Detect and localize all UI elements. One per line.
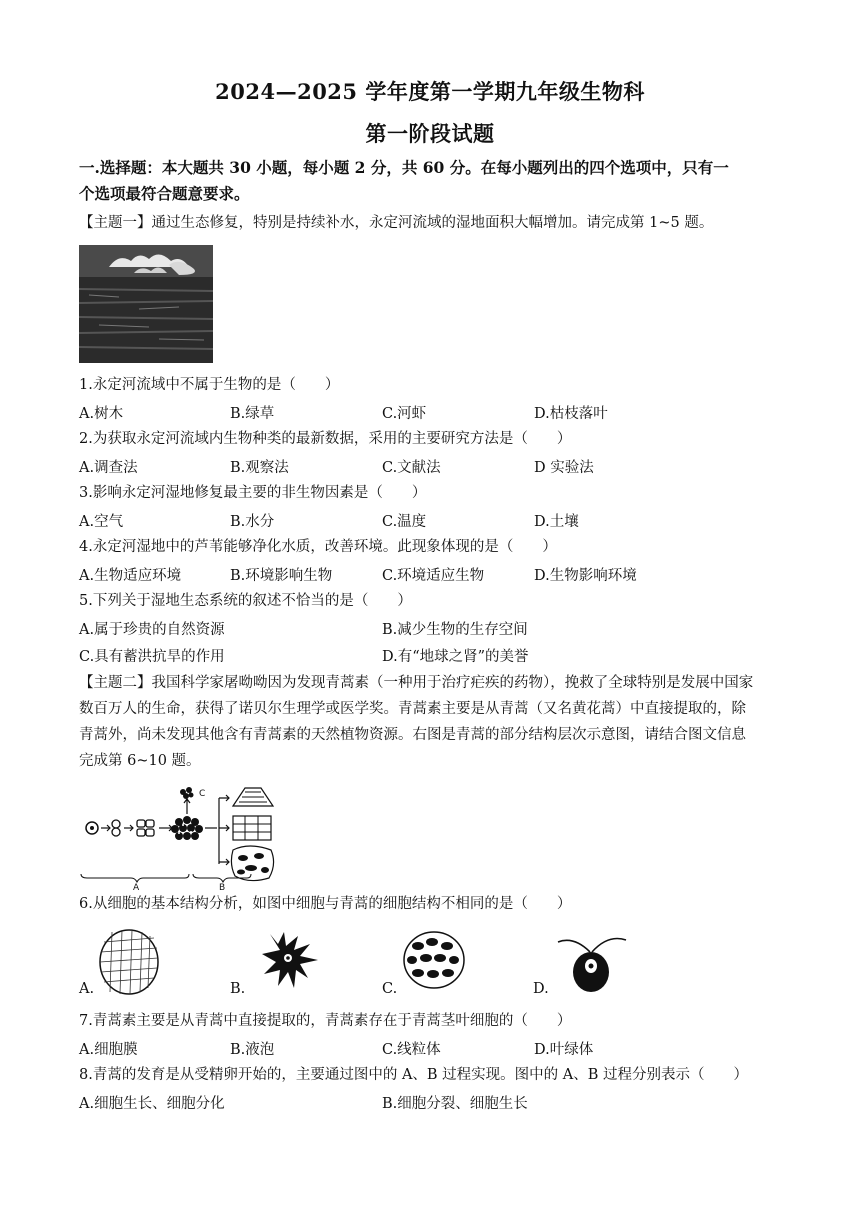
q2-stem: 2.为获取永定河流域内生物种类的最新数据，采用的主要研究方法是（ ） — [79, 431, 572, 447]
diagram-label-c: C — [199, 789, 206, 799]
q5-options-row2 — [79, 645, 779, 665]
theme2-line3: 青蒿外，尚未发现其他含有青蒿素的天然植物资源。右图是青蒿的部分结构层次示意图，请结合图文信息 — [79, 727, 746, 743]
q7-option-c[interactable]: C.线粒体 — [382, 1042, 441, 1058]
q7-option-a[interactable]: A.细胞膜 — [79, 1042, 138, 1058]
q3-option-c[interactable]: C.温度 — [382, 514, 427, 530]
exam-subtitle: 第一阶段试题 — [365, 121, 495, 146]
theme2-line1: 【主题二】我国科学家屠呦呦因为发现青蒿素（一种用于治疗疟疾的药物），挽救了全球特别是发展中国家 — [79, 675, 754, 691]
q3-option-d[interactable]: D.土壤 — [534, 514, 579, 530]
q6-option-a[interactable]: A. — [79, 981, 95, 997]
q2-option-b[interactable]: B.观察法 — [230, 460, 289, 476]
q2-option-a[interactable]: A.调查法 — [79, 460, 138, 476]
q5-stem: 5.下列关于湿地生态系统的叙述不恰当的是（ ） — [79, 593, 412, 609]
q1-options — [79, 402, 779, 422]
q2-option-c[interactable]: C.文献法 — [382, 460, 441, 476]
q6-option-d[interactable]: D. — [533, 981, 549, 997]
q6-neuron-image — [258, 930, 324, 994]
section-instructions-line2: 个选项最符合题意要求。 — [79, 184, 250, 203]
diagram-label-b: B — [219, 883, 226, 890]
q3-stem: 3.影响永定河湿地修复最主要的非生物因素是（ ） — [79, 485, 427, 501]
q6-option-b-wrap — [230, 981, 250, 1001]
q5-options-row1 — [79, 618, 779, 638]
q7-option-b[interactable]: B.液泡 — [230, 1042, 275, 1058]
q6-option-c-wrap — [382, 981, 402, 1001]
q5-option-d[interactable]: D.有“地球之肾”的美誉 — [382, 649, 529, 665]
q1-option-d[interactable]: D.枯枝落叶 — [534, 406, 608, 422]
q6-chlamydomonas-image — [552, 930, 630, 994]
q2-option-d[interactable]: D 实验法 — [534, 460, 594, 476]
q6-option-d-wrap — [533, 981, 553, 1001]
q4-option-b[interactable]: B.环境影响生物 — [230, 568, 333, 584]
q5-option-c[interactable]: C.具有蓄洪抗旱的作用 — [79, 649, 225, 665]
q4-option-a[interactable]: A.生物适应环境 — [79, 568, 182, 584]
q4-options — [79, 564, 779, 584]
q5-option-b[interactable]: B.减少生物的生存空间 — [382, 622, 528, 638]
q7-stem: 7.青蒿素主要是从青蒿中直接提取的，青蒿素存在于青蒿茎叶细胞的（ ） — [79, 1013, 572, 1029]
q8-stem: 8.青蒿的发育是从受精卵开始的，主要通过图中的 A、B 过程实现。图中的 A、B 过程分别表示（ ） — [79, 1067, 749, 1083]
q1-option-b[interactable]: B.绿草 — [230, 406, 275, 422]
q1-stem: 1.永定河流域中不属于生物的是（ ） — [79, 377, 340, 393]
q7-options — [79, 1038, 779, 1058]
q8-option-b[interactable]: B.细胞分裂、细胞生长 — [382, 1096, 528, 1112]
wetland-photo — [79, 245, 213, 363]
q8-options — [79, 1092, 779, 1112]
theme2-line4: 完成第 6~10 题。 — [79, 753, 201, 769]
q6-option-b[interactable]: B. — [230, 981, 246, 997]
q7-option-d[interactable]: D.叶绿体 — [534, 1042, 594, 1058]
q3-options — [79, 510, 779, 530]
structure-levels-diagram — [79, 778, 279, 890]
q4-option-c[interactable]: C.环境适应生物 — [382, 568, 485, 584]
q4-stem: 4.永定河湿地中的芦苇能够净化水质，改善环境。此现象体现的是（ ） — [79, 539, 557, 555]
exam-title: 2024—2025 学年度第一学期九年级生物科 — [215, 79, 645, 104]
q8-option-a[interactable]: A.细胞生长、细胞分化 — [79, 1096, 225, 1112]
q6-option-a-wrap — [79, 981, 99, 1001]
diagram-label-a: A — [133, 883, 140, 890]
theme1-intro: 【主题一】通过生态修复，特别是持续补水，永定河流域的湿地面积大幅增加。请完成第 1~5 题。 — [79, 215, 714, 231]
q2-options — [79, 456, 779, 476]
q3-option-b[interactable]: B.水分 — [230, 514, 275, 530]
q4-option-d[interactable]: D.生物影响环境 — [534, 568, 637, 584]
q6-leaf-cells-image — [402, 930, 466, 990]
theme2-line2: 数百万人的生命，获得了诺贝尔生理学或医学奖。青蒿素主要是从青蒿（又名黄花蒿）中直接提取的，除 — [79, 701, 746, 717]
q6-stem: 6.从细胞的基本结构分析，如图中细胞与青蒿的细胞结构不相同的是（ ） — [79, 896, 572, 912]
q3-option-a[interactable]: A.空气 — [79, 514, 124, 530]
q6-option-c[interactable]: C. — [382, 981, 398, 997]
q1-option-c[interactable]: C.河虾 — [382, 406, 427, 422]
section-instructions-line1: 一.选择题：本大题共 30 小题，每小题 2 分，共 60 分。在每小题列出的四个选项中，只有一 — [79, 158, 729, 177]
q6-onion-cells-image — [98, 928, 160, 996]
q1-option-a[interactable]: A.树木 — [79, 406, 124, 422]
q5-option-a[interactable]: A.属于珍贵的自然资源 — [79, 622, 225, 638]
